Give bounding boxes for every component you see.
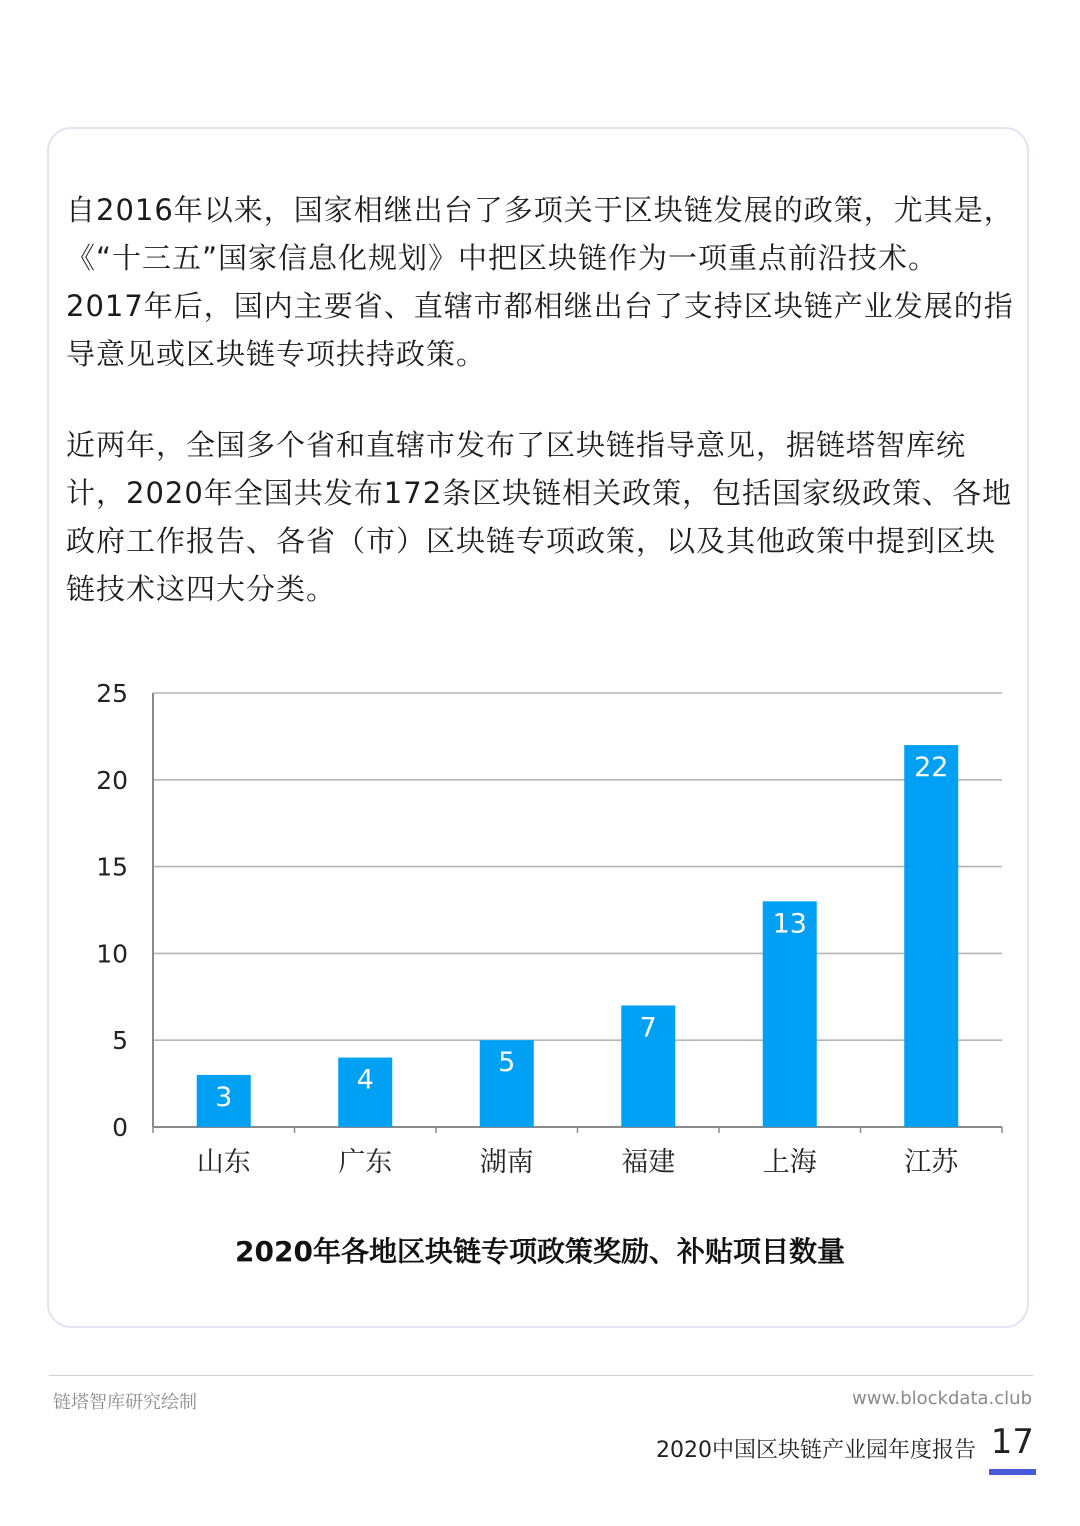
footer-source: 链塔智库研究绘制 xyxy=(53,1392,197,1413)
bar-6 xyxy=(904,745,958,1127)
x-category-label: 湖南 xyxy=(479,1147,534,1178)
stats-paragraph: 近两年，全国多个省和直辖市发布了区块链指导意见，据链塔智库统计，2020年全国共发布172条区块链相关政策，包括国家级政策、各地政府工作报告、各省（市）区块链专项政策，以及其他政策中提到区块链技术这四大分类。 xyxy=(66,428,1013,606)
page-accent-bar xyxy=(989,1469,1036,1475)
y-tick-label: 25 xyxy=(96,679,128,708)
intro-paragraph: 自2016年以来，国家相继出台了多项关于区块链发展的政策，尤其是，《“十三五”国家信息化规划》中把区块链作为一项重点前沿技术。2017年后，国内主要省、直辖市都相继出台了支持区块链产业发展的指导意见或区块链专项扶持政策。 xyxy=(66,193,1014,371)
x-category-label: 江苏 xyxy=(904,1147,959,1178)
bar-value-label: 4 xyxy=(356,1064,374,1096)
y-tick-label: 20 xyxy=(96,765,128,795)
bar-value-label: 13 xyxy=(772,908,807,940)
bar-value-label: 7 xyxy=(639,1012,657,1044)
y-tick-label: 15 xyxy=(96,852,128,882)
footer-divider xyxy=(49,1375,1033,1376)
x-category-label: 上海 xyxy=(762,1147,817,1178)
page-number: 17 xyxy=(990,1422,1034,1462)
y-tick-label: 0 xyxy=(112,1113,128,1142)
x-category-label: 广东 xyxy=(338,1147,393,1178)
bar-value-label: 3 xyxy=(215,1081,233,1113)
x-category-label: 福建 xyxy=(621,1147,676,1178)
footer-website: www.blockdata.club xyxy=(852,1388,1032,1409)
report-title: 2020中国区块链产业园年度报告 xyxy=(656,1438,976,1463)
bar-value-label: 22 xyxy=(914,752,949,784)
x-category-label: 山东 xyxy=(196,1147,251,1178)
bar-value-label: 5 xyxy=(498,1047,516,1079)
y-tick-label: 5 xyxy=(112,1026,128,1056)
y-tick-label: 10 xyxy=(96,939,128,969)
chart-title: 2020年各地区块链专项政策奖励、补贴项目数量 xyxy=(235,1235,845,1268)
